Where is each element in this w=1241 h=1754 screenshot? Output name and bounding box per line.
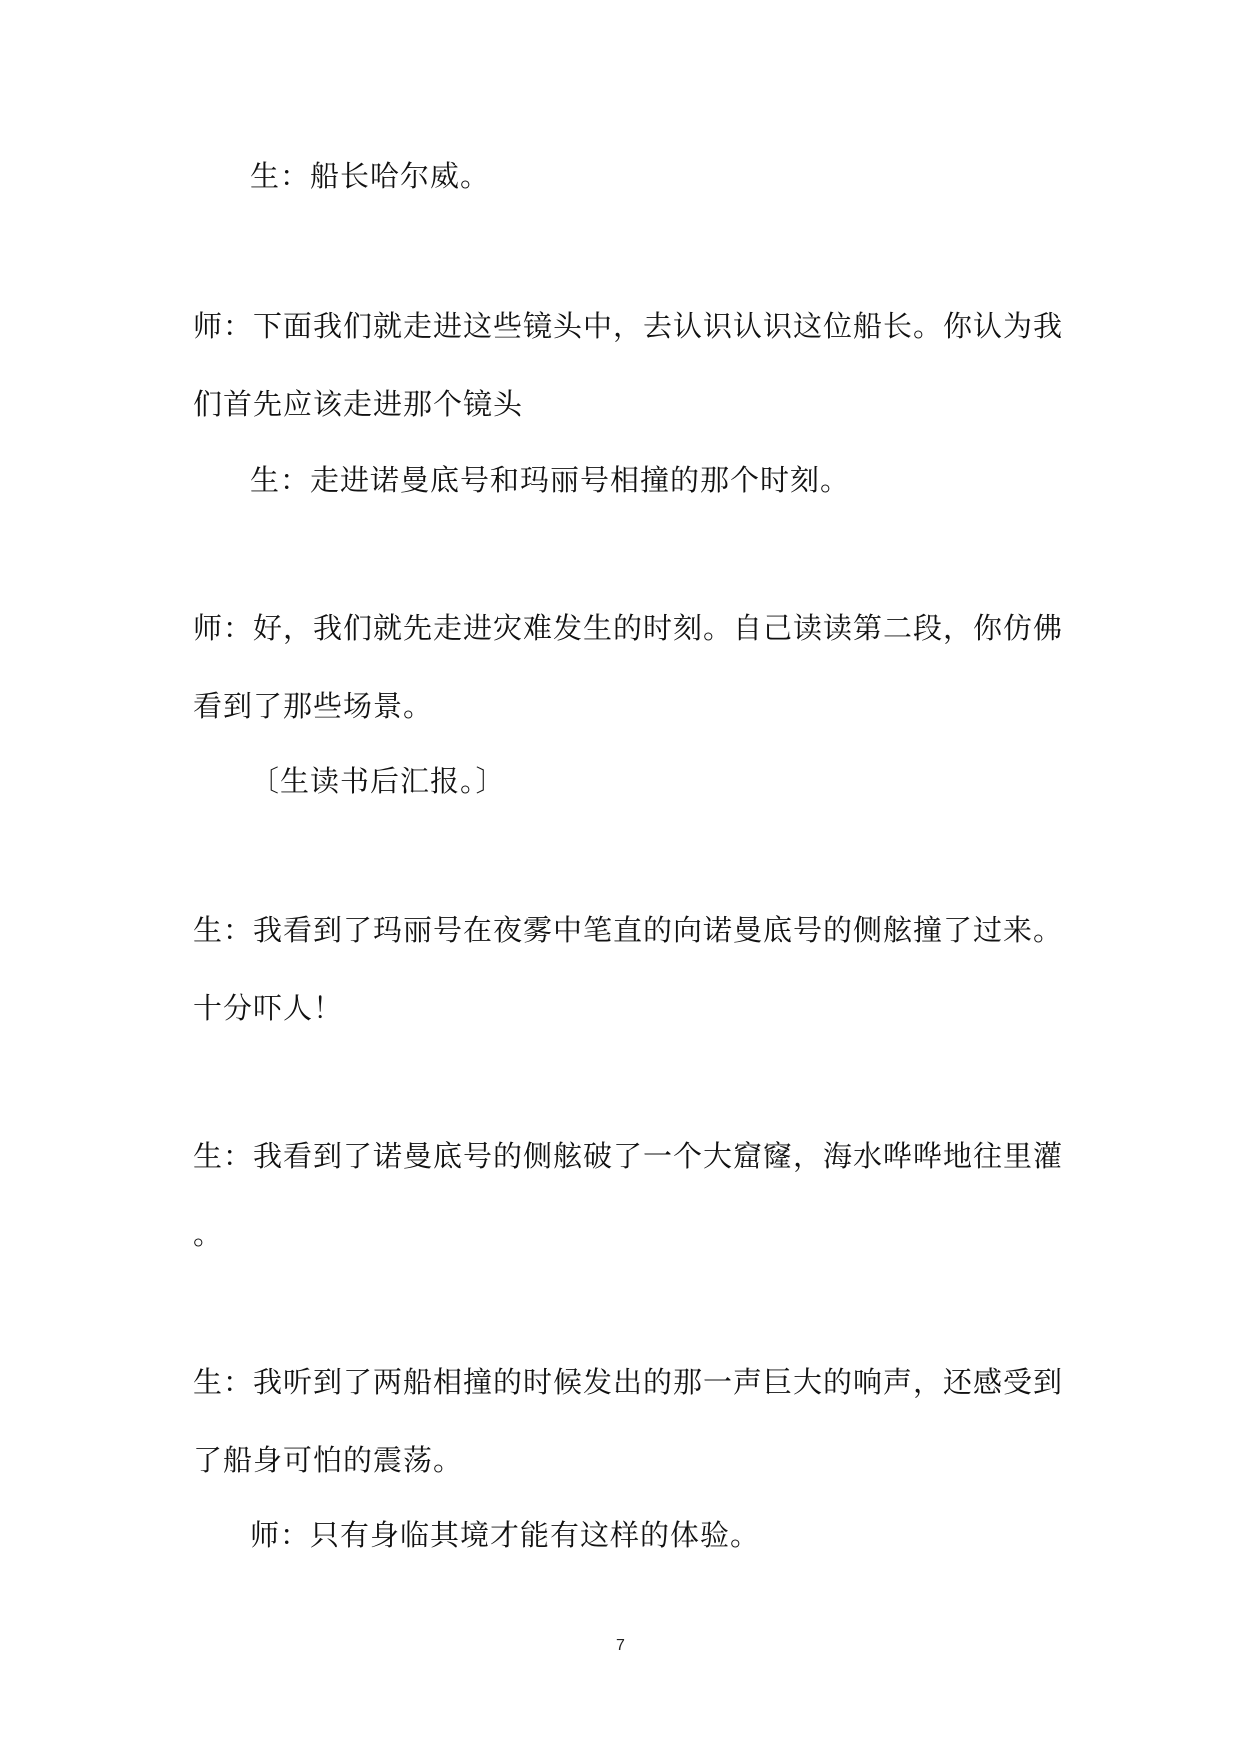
paragraph-student-saw-hole-line-1: 生：我看到了诺曼底号的侧舷破了一个大窟窿，海水哗哗地往里灌 <box>193 1139 1064 1173</box>
paragraph-student-answer-captain: 生：船长哈尔威。 <box>250 159 491 193</box>
paragraph-student-saw-mary-line-2: 十分吓人！ <box>193 991 344 1025</box>
paragraph-teacher-question-line-2: 们首先应该走进那个镜头 <box>193 387 524 421</box>
page-number: 7 <box>616 1637 625 1654</box>
paragraph-teacher-reading-line-1: 师：好，我们就先走进灾难发生的时刻。自己读读第二段，你仿佛 <box>193 611 1064 645</box>
paragraph-student-heard-line-1: 生：我听到了两船相撞的时候发出的那一声巨大的响声，还感受到 <box>193 1365 1064 1399</box>
paragraph-teacher-comment: 师：只有身临其境才能有这样的体验。 <box>250 1518 761 1552</box>
paragraph-teacher-question-line-1: 师：下面我们就走进这些镜头中，去认识认识这位船长。你认为我 <box>193 309 1064 343</box>
paragraph-student-heard-line-2: 了船身可怕的震荡。 <box>193 1443 464 1477</box>
paragraph-student-saw-mary-line-1: 生：我看到了玛丽号在夜雾中笔直的向诺曼底号的侧舷撞了过来。 <box>193 913 1064 947</box>
paragraph-student-saw-hole-line-2: 。 <box>193 1217 224 1251</box>
paragraph-student-answer-collision: 生：走进诺曼底号和玛丽号相撞的那个时刻。 <box>250 463 851 497</box>
paragraph-teacher-reading-line-2: 看到了那些场景。 <box>193 689 434 723</box>
paragraph-stage-direction: 〔生读书后汇报。〕 <box>250 764 506 798</box>
